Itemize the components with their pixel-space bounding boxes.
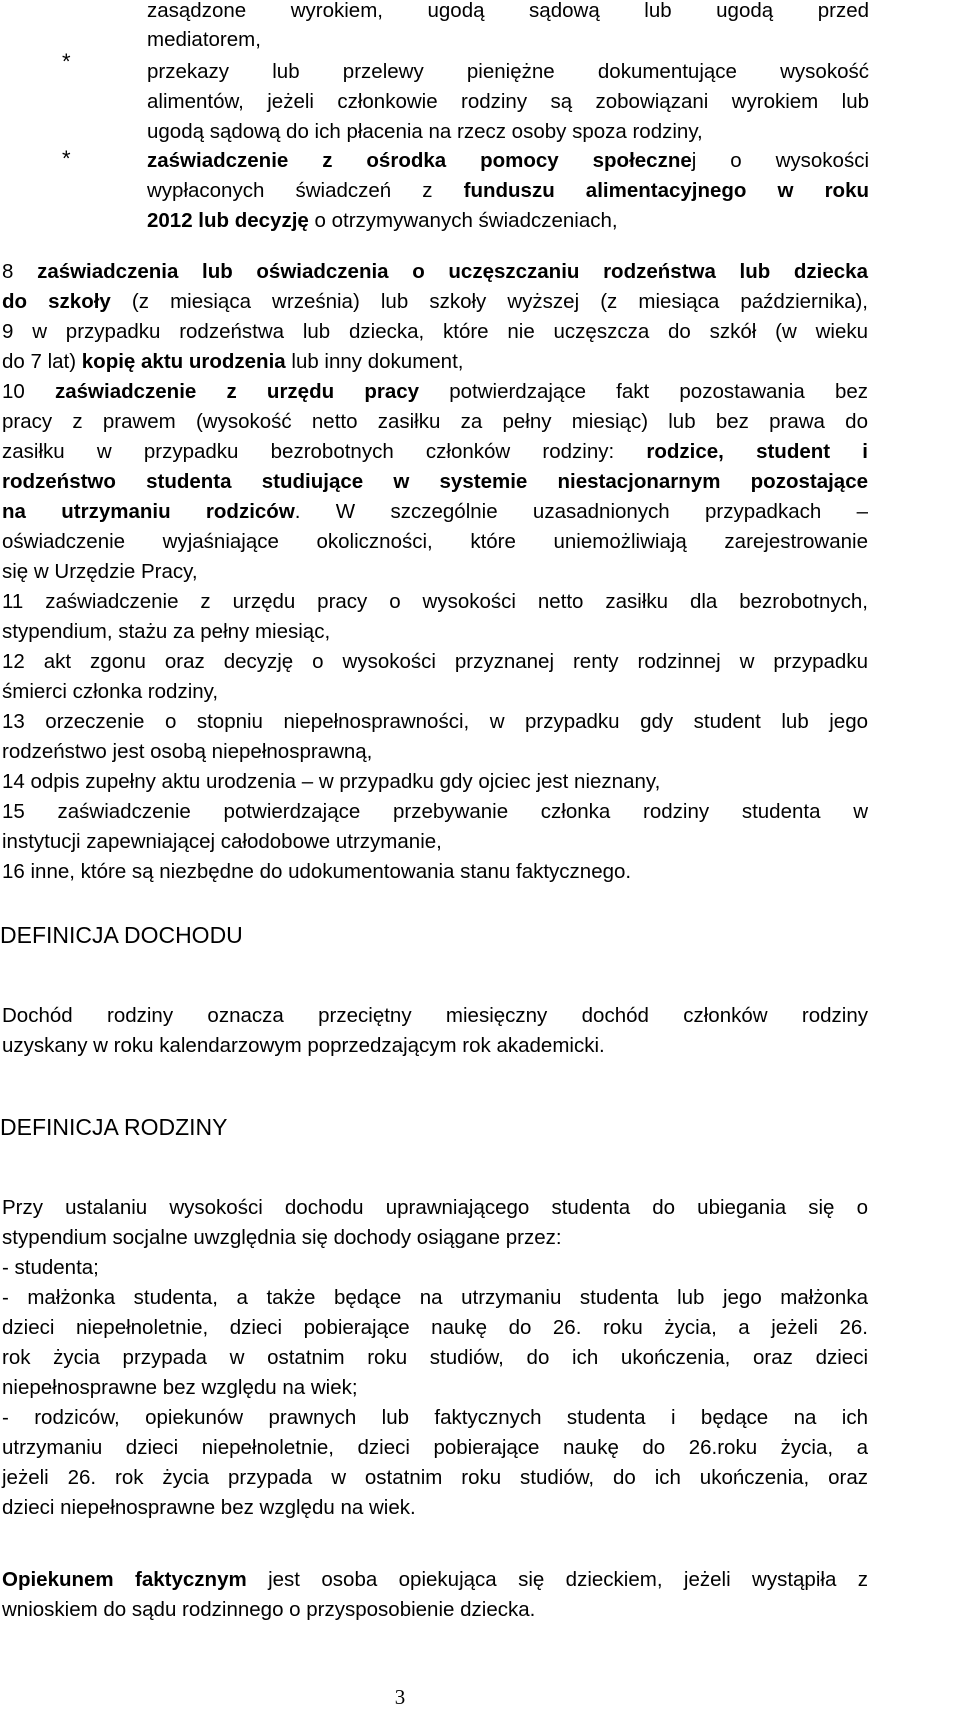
text-line: 14 odpis zupełny aktu urodzenia – w przypadku gdy ojciec jest nieznany, (2, 770, 661, 793)
text-line: - małżonka studenta, a także będące na utrzymaniu studenta lub jego małżonka (2, 1286, 868, 1309)
text-line: Dochód rodziny oznacza przeciętny miesięczny dochód członków rodziny (2, 1004, 868, 1027)
text-line: rok życia przypada w ostatnim roku studiów, do ich ukończenia, oraz dzieci (2, 1346, 868, 1369)
bullet-marker: * (62, 146, 71, 171)
text-line: przekazy lub przelewy pieniężne dokumentujące wysokość (147, 60, 869, 83)
text-line: 9 w przypadku rodzeństwa lub dziecka, które nie uczęszcza do szkół (w wieku (2, 320, 868, 343)
section-heading-income: DEFINICJA DOCHODU (0, 922, 243, 948)
text-line: dzieci niepełnoletnie, dzieci pobierające naukę do 26. roku życia, a jeżeli 26. (2, 1316, 868, 1339)
text-line: - rodziców, opiekunów prawnych lub faktycznych studenta i będące na ich (2, 1406, 868, 1429)
text-line: wnioskiem do sądu rodzinnego o przysposobienie dziecka. (2, 1598, 536, 1621)
text-line: 16 inne, które są niezbędne do udokumentowania stanu faktycznego. (2, 860, 632, 883)
text-line: dzieci niepełnosprawne bez względu na wiek. (2, 1496, 416, 1519)
text-line: ugodą sądową do ich płacenia na rzecz osoby spoza rodziny, (147, 120, 703, 143)
text-line: stypendium, stażu za pełny miesiąc, (2, 620, 331, 643)
text-line: zasądzone wyrokiem, ugodą sądową lub ugodą przed (147, 0, 869, 22)
bullet-marker: * (62, 49, 71, 74)
text-line: 13 orzeczenie o stopniu niepełnosprawności, w przypadku gdy student lub jego (2, 710, 868, 733)
text-line: rodzeństwo studenta studiujące w systemie niestacjonarnym pozostające (2, 470, 868, 493)
section-heading-family: DEFINICJA RODZINY (0, 1114, 228, 1140)
text-line: utrzymaniu dzieci niepełnoletnie, dzieci pobierające naukę do 26.roku życia, a (2, 1436, 868, 1459)
text-line: zasiłku w przypadku bezrobotnych członków rodziny: rodzice, student i (2, 440, 868, 463)
page-number: 3 (394, 1685, 406, 1709)
text-line: jeżeli 26. rok życia przypada w ostatnim roku studiów, do ich ukończenia, oraz (2, 1466, 868, 1489)
text-line: na utrzymaniu rodziców. W szczególnie uzasadnionych przypadkach – (2, 500, 868, 523)
text-line: stypendium socjalne uwzględnia się dochody osiągane przez: (2, 1226, 562, 1249)
text-line: 8 zaświadczenia lub oświadczenia o uczęszczaniu rodzeństwa lub dziecka (2, 260, 868, 283)
text-line: 12 akt zgonu oraz decyzję o wysokości przyznanej renty rodzinnej w przypadku (2, 650, 868, 673)
text-line: - studenta; (2, 1256, 99, 1279)
text-line: 15 zaświadczenie potwierdzające przebywanie członka rodziny studenta w (2, 800, 868, 823)
text-line: do szkoły (z miesiąca września) lub szkoły wyższej (z miesiąca października), (2, 290, 868, 313)
text-line: zaświadczenie z ośrodka pomocy społecznej o wysokości (147, 149, 869, 172)
text-line: uzyskany w roku kalendarzowym poprzedzającym rok akademicki. (2, 1034, 605, 1057)
text-line: oświadczenie wyjaśniające okoliczności, które uniemożliwiają zarejestrowanie (2, 530, 868, 553)
text-line: 10 zaświadczenie z urzędu pracy potwierdzające fakt pozostawania bez (2, 380, 869, 403)
text-line: 2012 lub decyzję o otrzymywanych świadczeniach, (147, 209, 618, 232)
text-line: mediatorem, (147, 28, 261, 51)
text-line: alimentów, jeżeli członkowie rodziny są zobowiązani wyrokiem lub (147, 90, 869, 113)
text-line: śmierci członka rodziny, (2, 680, 219, 703)
text-line: 11 zaświadczenie z urzędu pracy o wysokości netto zasiłku dla bezrobotnych, (2, 590, 868, 613)
text-line: Opiekunem faktycznym jest osoba opiekująca się dzieckiem, jeżeli wystąpiła z (2, 1568, 868, 1591)
text-line: niepełnosprawne bez względu na wiek; (2, 1376, 358, 1399)
text-line: do 7 lat) kopię aktu urodzenia lub inny dokument, (2, 350, 464, 373)
text-line: pracy z prawem (wysokość netto zasiłku za pełny miesiąc) lub bez prawa do (2, 410, 868, 433)
text-line: się w Urzędzie Pracy, (2, 560, 198, 583)
text-line: Przy ustalaniu wysokości dochodu uprawniającego studenta do ubiegania się o (2, 1196, 868, 1219)
text-line: rodzeństwo jest osobą niepełnosprawną, (2, 740, 373, 763)
text-line: wypłaconych świadczeń z funduszu alimentacyjnego w roku (147, 179, 870, 202)
text-line: instytucji zapewniającej całodobowe utrzymanie, (2, 830, 442, 853)
